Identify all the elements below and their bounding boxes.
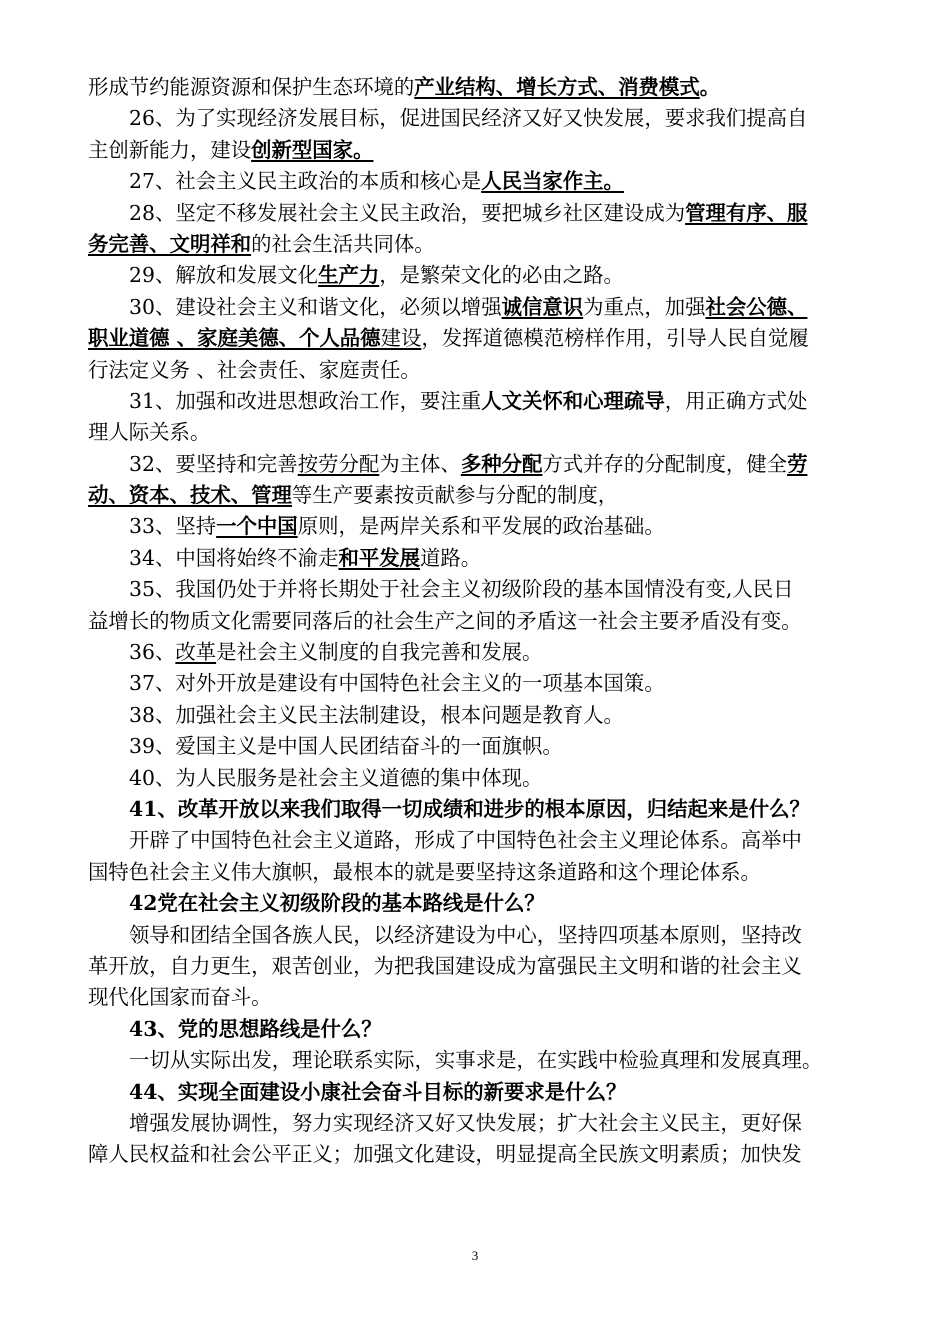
emphasized-text: 改革 (175, 640, 217, 665)
text-run: 一切从实际出发，理论联系实际，实事求是，在实践中检验真理和发展真理。 (129, 1048, 823, 1073)
emphasized-text: 一个中国 (216, 514, 298, 539)
text-line (88, 198, 862, 229)
text-run: 30、建设社会主义和谐文化，必须以增强 (129, 294, 502, 319)
text-line (88, 982, 862, 1013)
text-line (88, 951, 862, 982)
text-line (88, 825, 862, 856)
text-line (88, 574, 862, 605)
text-run: 开辟了中国特色社会主义道路，形成了中国特色社会主义理论体系。高举中 (129, 828, 802, 853)
text-line (88, 511, 862, 542)
emphasized-text: 务完善、文明祥和 (88, 231, 252, 256)
text-line (88, 668, 862, 699)
text-line (88, 386, 862, 417)
text-line (88, 1045, 862, 1076)
emphasized-text: 44、实现全面建设小康社会奋斗目标的新要求是什么？ (129, 1079, 627, 1104)
text-run: 为主体、 (379, 451, 461, 476)
text-line (88, 323, 862, 354)
text-run: 的社会生活共同体。 (251, 231, 435, 256)
text-line (88, 606, 862, 637)
text-run: 原则，是两岸关系和平发展的政治基础。 (297, 514, 665, 539)
text-line (88, 920, 862, 951)
text-run: 形成节约能源资源和保护生态环境的 (88, 75, 415, 99)
text-run: 主创新能力，建设 (88, 137, 252, 162)
text-line (88, 1139, 862, 1170)
text-run: 障人民权益和社会公平正义；加强文化建设，明显提高全民族文明素质；加快发 (88, 1142, 802, 1167)
text-line (88, 417, 862, 448)
text-run: 39、爱国主义是中国人民团结奋斗的一面旗帜。 (129, 734, 563, 759)
text-run: 26、为了实现经济发展目标，促进国民经济又好又快发展，要求我们提高自 (129, 106, 808, 131)
text-run: 方式并存的分配制度，健全 (542, 451, 788, 476)
text-line (88, 637, 862, 668)
emphasized-text: 诚信意识 (501, 294, 584, 319)
text-run: ，是繁荣文化的必由之路。 (379, 263, 624, 288)
text-run: 36、 (129, 640, 176, 665)
text-run: 现代化国家而奋斗。 (88, 985, 272, 1010)
text-run: 40、为人民服务是社会主义道德的集中体现。 (129, 765, 543, 790)
text-run: ，用正确方式处 (664, 388, 808, 413)
emphasized-text: 和平发展 (338, 545, 421, 570)
text-run: 革开放，自力更生，艰苦创业，为把我国建设成为富强民主文明和谐的社会主义 (88, 953, 802, 978)
text-run: 行法定义务 、社会责任、家庭责任。 (88, 357, 421, 382)
text-line (88, 260, 862, 291)
text-run: 理人际关系。 (88, 420, 211, 445)
emphasized-text: 创新型国家。 (251, 137, 374, 162)
text-run: 是社会主义制度的自我完善和发展。 (216, 640, 543, 665)
text-run: 28、坚定不移发展社会主义民主政治，要把城乡社区建设成为 (129, 200, 686, 225)
text-line (88, 166, 862, 197)
text-line (88, 794, 862, 825)
emphasized-text: 社会公德、 (705, 294, 808, 319)
text-run: 31、加强和改进思想政治工作，要注重 (129, 388, 482, 413)
text-run: 等生产要素按贡献参与分配的制度， (291, 483, 619, 508)
emphasized-text: 。 (699, 75, 721, 99)
text-run: 增强发展协调性，努力实现经济又好又快发展；扩大社会主义民主，更好保 (129, 1110, 802, 1135)
text-run: 32、要坚持和完善 (129, 451, 298, 476)
text-line (88, 1077, 862, 1108)
emphasized-text: 人民当家作主。 (481, 169, 624, 194)
emphasized-text: 43、党的思想路线是什么？ (129, 1016, 382, 1041)
text-line (88, 449, 862, 480)
text-line (88, 888, 862, 919)
text-line (88, 103, 862, 134)
text-line (88, 543, 862, 574)
page-number: 3 (471, 1248, 479, 1263)
text-line (88, 292, 862, 323)
emphasized-text: 建设 (380, 326, 422, 351)
text-run: 国特色社会主义伟大旗帜，最根本的就是要坚持这条道路和这个理论体系。 (88, 859, 761, 884)
text-line (88, 700, 862, 731)
text-line (88, 1108, 862, 1139)
text-run: 37、对外开放是建设有中国特色社会主义的一项基本国策。 (129, 671, 665, 696)
text-line (88, 72, 862, 103)
text-run: 38、加强社会主义民主法制建设，根本问题是教育人。 (129, 702, 624, 727)
text-run: 益增长的物质文化需要同落后的社会生产之间的矛盾这一社会主要矛盾没有变。 (88, 608, 802, 633)
emphasized-text: 按劳分配 (297, 451, 380, 476)
emphasized-text: 42党在社会主义初级阶段的基本路线是什么？ (129, 891, 545, 916)
text-line (88, 355, 862, 386)
text-line (88, 763, 862, 794)
text-run: 33、坚持 (129, 514, 217, 539)
text-run: 34、中国将始终不渝走 (129, 545, 339, 570)
text-line (88, 480, 862, 511)
text-run: 为重点，加强 (583, 294, 706, 319)
text-line (88, 857, 862, 888)
emphasized-text: 生产力 (318, 263, 380, 288)
text-run: 道路。 (420, 545, 482, 570)
emphasized-text: 职业道德 、家庭美德、个人品德 (88, 326, 381, 351)
text-run: 29、解放和发展文化 (129, 263, 319, 288)
text-line (88, 229, 862, 260)
emphasized-text: 管理有序、服 (685, 200, 808, 225)
text-line (88, 1014, 862, 1045)
text-run: ，发挥道德模范榜样作用，引导人民自觉履 (421, 326, 809, 351)
emphasized-text: 人文关怀和心理疏导 (481, 388, 665, 413)
document-body (88, 72, 862, 1171)
text-run: 27、社会主义民主政治的本质和核心是 (129, 169, 482, 194)
text-run: 35、我国仍处于并将长期处于社会主义初级阶段的基本国情没有变,人民日 (129, 577, 794, 602)
emphasized-text: 动、资本、技术、管理 (88, 483, 292, 508)
emphasized-text: 产业结构、增长方式、消费模式 (414, 75, 700, 99)
emphasized-text: 劳 (787, 451, 808, 476)
emphasized-text: 41、改革开放以来我们取得一切成绩和进步的根本原因，归结起来是什么？ (129, 796, 810, 821)
text-line (88, 731, 862, 762)
emphasized-text: 多种分配 (460, 451, 543, 476)
text-line (88, 135, 862, 166)
text-run: 领导和团结全国各族人民，以经济建设为中心，坚持四项基本原则，坚持改 (129, 922, 802, 947)
